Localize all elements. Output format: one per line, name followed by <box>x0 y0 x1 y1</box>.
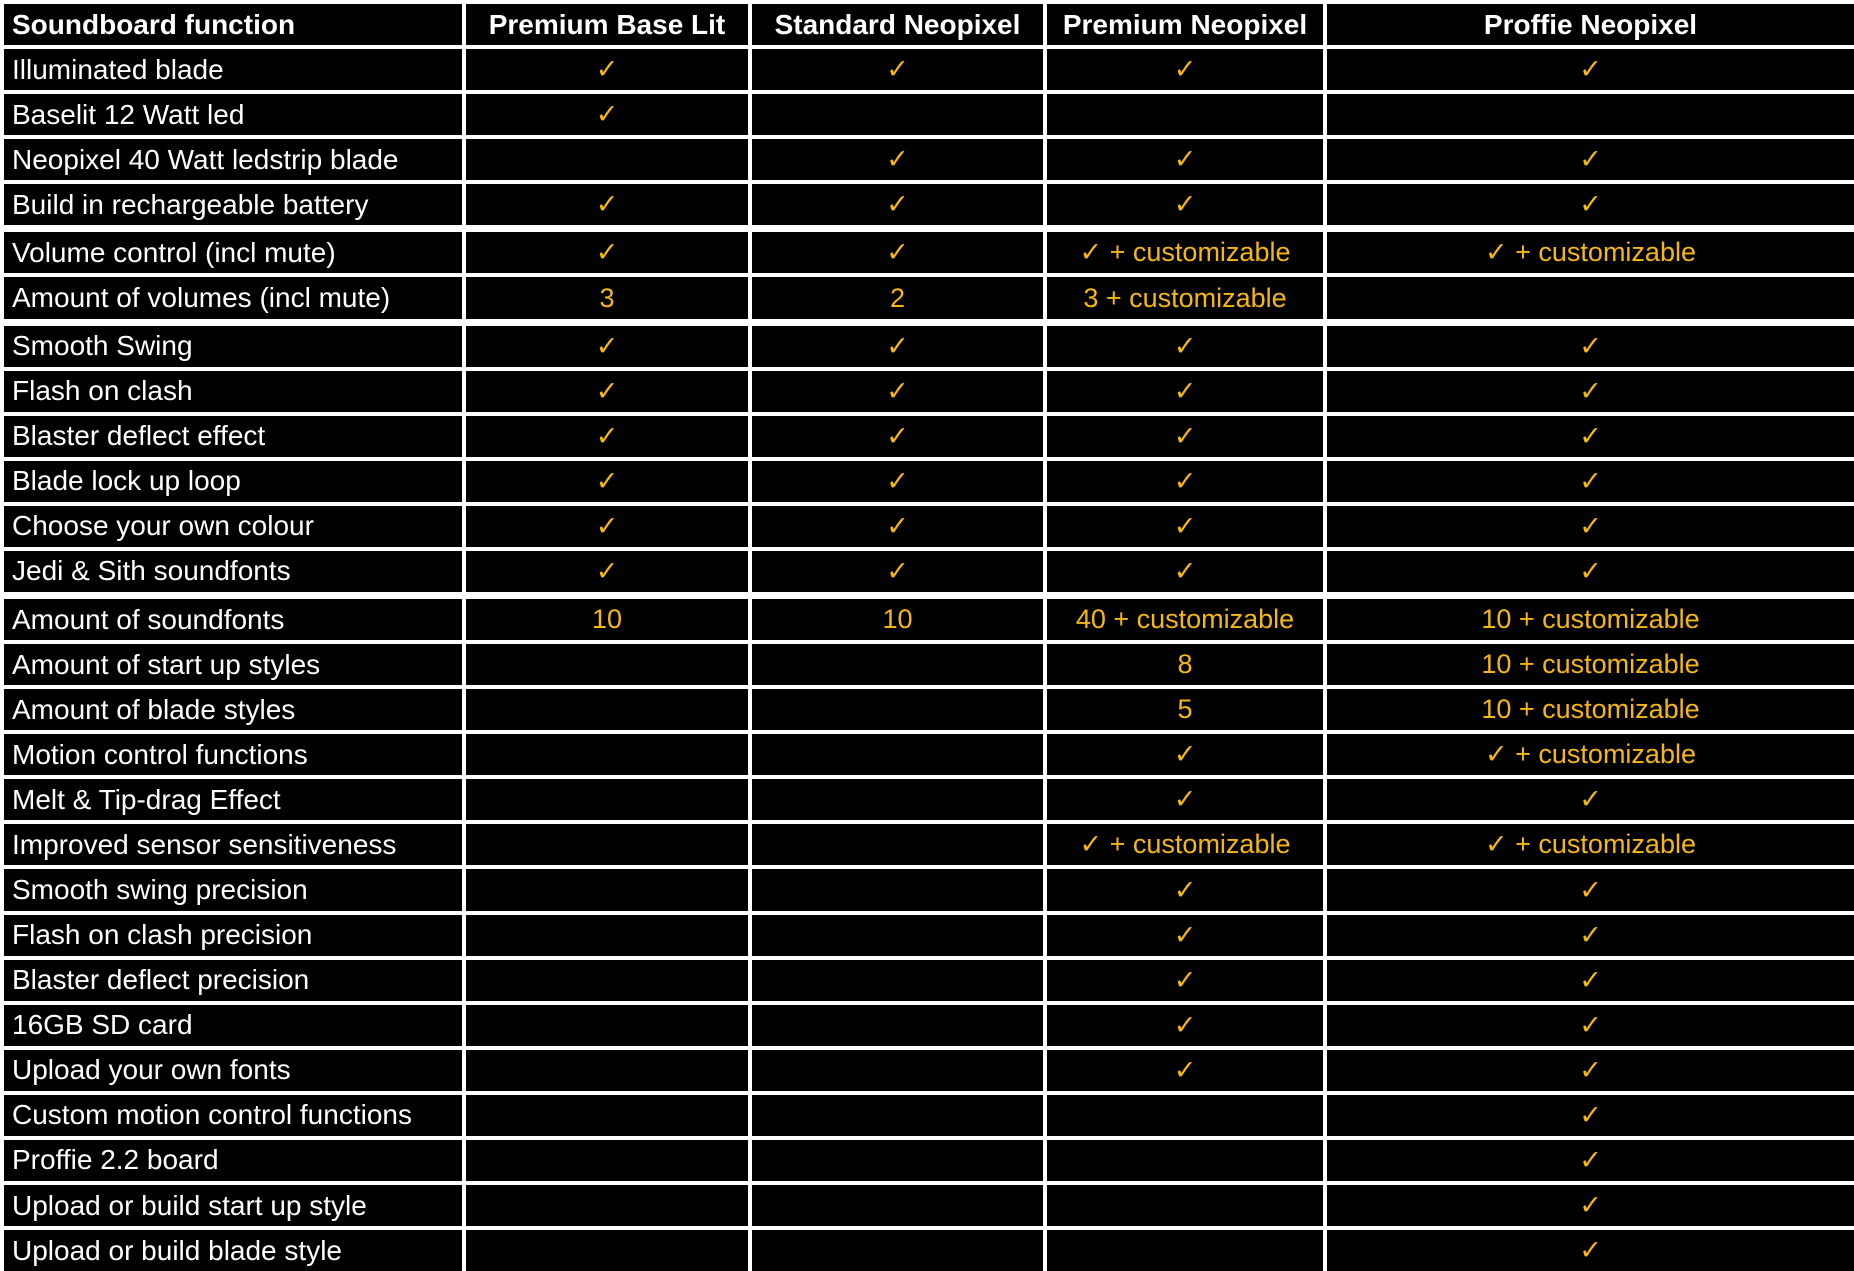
row-cell: ✓ <box>752 326 1043 367</box>
row-cell <box>752 960 1043 1001</box>
row-cell: ✓ <box>1047 139 1323 180</box>
row-cell <box>466 139 748 180</box>
row-cell: ✓ <box>752 506 1043 547</box>
row-cell: ✓ <box>1047 461 1323 502</box>
table-row <box>4 734 1854 775</box>
row-label: Upload or build blade style <box>4 1230 462 1271</box>
row-cell: ✓ <box>1047 734 1323 775</box>
row-cell: 8 <box>1047 644 1323 685</box>
row-cell: ✓ <box>1047 869 1323 910</box>
row-cell: ✓ <box>752 184 1043 225</box>
row-cell: ✓ <box>752 416 1043 457</box>
row-cell: ✓ <box>1327 869 1854 910</box>
row-cell <box>466 960 748 1001</box>
row-cell: 10 + customizable <box>1327 689 1854 730</box>
row-cell: ✓ <box>1047 506 1323 547</box>
row-label: Motion control functions <box>4 734 462 775</box>
table-row <box>4 960 1854 1001</box>
row-label: Melt & Tip-drag Effect <box>4 779 462 820</box>
row-cell: ✓ <box>1327 416 1854 457</box>
row-cell <box>466 1140 748 1181</box>
row-label: Upload your own fonts <box>4 1050 462 1091</box>
row-cell: 10 + customizable <box>1327 644 1854 685</box>
row-label: Illuminated blade <box>4 49 462 90</box>
row-cell: ✓ <box>752 49 1043 90</box>
table-row <box>4 1095 1854 1136</box>
row-cell: ✓ <box>1047 551 1323 592</box>
row-cell: ✓ <box>466 416 748 457</box>
row-cell: ✓ <box>1327 1005 1854 1046</box>
row-cell <box>752 1140 1043 1181</box>
row-label: Baselit 12 Watt led <box>4 94 462 135</box>
row-cell: 2 <box>752 277 1043 318</box>
table-row <box>4 689 1854 730</box>
row-cell <box>466 734 748 775</box>
row-label: Proffie 2.2 board <box>4 1140 462 1181</box>
table-row <box>4 1005 1854 1046</box>
row-cell <box>466 869 748 910</box>
row-cell: ✓ <box>466 461 748 502</box>
row-cell: 3 <box>466 277 748 318</box>
table-row <box>4 326 1854 367</box>
table-row <box>4 461 1854 502</box>
row-cell: ✓ <box>1327 1140 1854 1181</box>
table-row <box>4 232 1854 273</box>
row-cell <box>752 1095 1043 1136</box>
row-label: Blaster deflect precision <box>4 960 462 1001</box>
row-cell: ✓ <box>752 551 1043 592</box>
table-row <box>4 139 1854 180</box>
table-row <box>4 416 1854 457</box>
row-cell: ✓ <box>466 49 748 90</box>
row-cell: ✓ <box>752 139 1043 180</box>
table-row <box>4 551 1854 592</box>
row-cell <box>1047 1185 1323 1226</box>
row-label: Build in rechargeable battery <box>4 184 462 225</box>
header-row <box>4 4 1854 45</box>
table-row <box>4 915 1854 956</box>
column-header-proffie-neopixel: Proffie Neopixel <box>1327 4 1854 45</box>
row-cell: ✓ <box>1327 960 1854 1001</box>
table-row <box>4 644 1854 685</box>
row-cell: ✓ <box>466 326 748 367</box>
table-row <box>4 1185 1854 1226</box>
row-cell <box>1047 1095 1323 1136</box>
row-cell <box>466 915 748 956</box>
row-cell: ✓ <box>1047 416 1323 457</box>
row-cell: ✓ <box>1047 326 1323 367</box>
row-cell: ✓ <box>1047 960 1323 1001</box>
row-label: Flash on clash <box>4 371 462 412</box>
row-cell <box>752 824 1043 865</box>
row-cell: ✓ + customizable <box>1327 824 1854 865</box>
row-cell: ✓ <box>1327 1050 1854 1091</box>
row-cell: ✓ <box>1047 915 1323 956</box>
table-row <box>4 506 1854 547</box>
row-cell: ✓ <box>1327 184 1854 225</box>
row-label: Amount of start up styles <box>4 644 462 685</box>
row-label: Volume control (incl mute) <box>4 232 462 273</box>
row-cell <box>466 779 748 820</box>
row-cell: ✓ <box>1327 1185 1854 1226</box>
row-cell: ✓ <box>466 232 748 273</box>
row-cell <box>752 779 1043 820</box>
row-cell: 10 <box>466 599 748 640</box>
row-cell: ✓ <box>466 371 748 412</box>
row-cell: ✓ + customizable <box>1327 232 1854 273</box>
table-row <box>4 1140 1854 1181</box>
row-cell: ✓ <box>1327 506 1854 547</box>
column-header-soundboard-function: Soundboard function <box>4 4 462 45</box>
row-cell: ✓ <box>1047 1005 1323 1046</box>
row-cell <box>466 1230 748 1271</box>
row-label: 16GB SD card <box>4 1005 462 1046</box>
table-row <box>4 371 1854 412</box>
row-label: Upload or build start up style <box>4 1185 462 1226</box>
row-cell: ✓ <box>1327 915 1854 956</box>
column-header-premium-base-lit: Premium Base Lit <box>466 4 748 45</box>
row-cell: 3 + customizable <box>1047 277 1323 318</box>
row-label: Flash on clash precision <box>4 915 462 956</box>
row-cell: 5 <box>1047 689 1323 730</box>
row-cell: 40 + customizable <box>1047 599 1323 640</box>
row-cell: ✓ <box>1327 461 1854 502</box>
row-cell <box>1047 1230 1323 1271</box>
row-cell <box>466 644 748 685</box>
row-cell: ✓ <box>1327 326 1854 367</box>
row-cell <box>752 1050 1043 1091</box>
row-cell <box>1047 94 1323 135</box>
table-row <box>4 599 1854 640</box>
row-cell: ✓ <box>466 94 748 135</box>
row-cell: ✓ <box>466 551 748 592</box>
row-label: Smooth swing precision <box>4 869 462 910</box>
row-label: Blaster deflect effect <box>4 416 462 457</box>
row-cell: ✓ <box>1327 371 1854 412</box>
row-cell: ✓ <box>1047 779 1323 820</box>
row-cell: ✓ <box>466 506 748 547</box>
row-cell <box>752 644 1043 685</box>
row-cell: ✓ <box>752 461 1043 502</box>
table-row <box>4 824 1854 865</box>
row-cell: ✓ <box>1327 1095 1854 1136</box>
row-label: Amount of blade styles <box>4 689 462 730</box>
row-cell <box>466 1005 748 1046</box>
row-label: Amount of soundfonts <box>4 599 462 640</box>
row-cell: ✓ <box>1047 1050 1323 1091</box>
table-row <box>4 779 1854 820</box>
row-cell: ✓ <box>1047 371 1323 412</box>
row-cell: ✓ <box>1327 551 1854 592</box>
column-header-standard-neopixel: Standard Neopixel <box>752 4 1043 45</box>
row-cell: ✓ + customizable <box>1327 734 1854 775</box>
row-cell <box>752 1005 1043 1046</box>
row-label: Jedi & Sith soundfonts <box>4 551 462 592</box>
row-cell <box>752 915 1043 956</box>
row-cell <box>752 689 1043 730</box>
table-row <box>4 1050 1854 1091</box>
row-cell <box>752 1185 1043 1226</box>
row-cell <box>1327 277 1854 318</box>
row-cell <box>466 1050 748 1091</box>
row-cell <box>752 869 1043 910</box>
table-row <box>4 1230 1854 1271</box>
row-cell: ✓ <box>1047 49 1323 90</box>
row-label: Smooth Swing <box>4 326 462 367</box>
row-cell <box>466 824 748 865</box>
row-cell: ✓ <box>1047 184 1323 225</box>
row-cell <box>466 1095 748 1136</box>
table-row <box>4 184 1854 225</box>
row-label: Blade lock up loop <box>4 461 462 502</box>
row-cell: ✓ <box>1327 49 1854 90</box>
row-cell <box>1327 94 1854 135</box>
row-cell: ✓ + customizable <box>1047 232 1323 273</box>
row-cell <box>466 1185 748 1226</box>
table-row <box>4 49 1854 90</box>
row-label: Choose your own colour <box>4 506 462 547</box>
row-cell: 10 <box>752 599 1043 640</box>
table-row <box>4 277 1854 318</box>
row-cell: ✓ + customizable <box>1047 824 1323 865</box>
row-cell: ✓ <box>752 232 1043 273</box>
row-cell: ✓ <box>1327 139 1854 180</box>
column-header-premium-neopixel: Premium Neopixel <box>1047 4 1323 45</box>
row-cell: ✓ <box>752 371 1043 412</box>
row-cell: ✓ <box>466 184 748 225</box>
row-cell <box>1047 1140 1323 1181</box>
row-label: Amount of volumes (incl mute) <box>4 277 462 318</box>
row-cell <box>752 1230 1043 1271</box>
row-label: Improved sensor sensitiveness <box>4 824 462 865</box>
row-cell <box>466 689 748 730</box>
row-label: Neopixel 40 Watt ledstrip blade <box>4 139 462 180</box>
table-row <box>4 94 1854 135</box>
row-cell <box>752 94 1043 135</box>
row-label: Custom motion control functions <box>4 1095 462 1136</box>
row-cell <box>752 734 1043 775</box>
row-cell: 10 + customizable <box>1327 599 1854 640</box>
table-row <box>4 869 1854 910</box>
row-cell: ✓ <box>1327 1230 1854 1271</box>
row-cell: ✓ <box>1327 779 1854 820</box>
